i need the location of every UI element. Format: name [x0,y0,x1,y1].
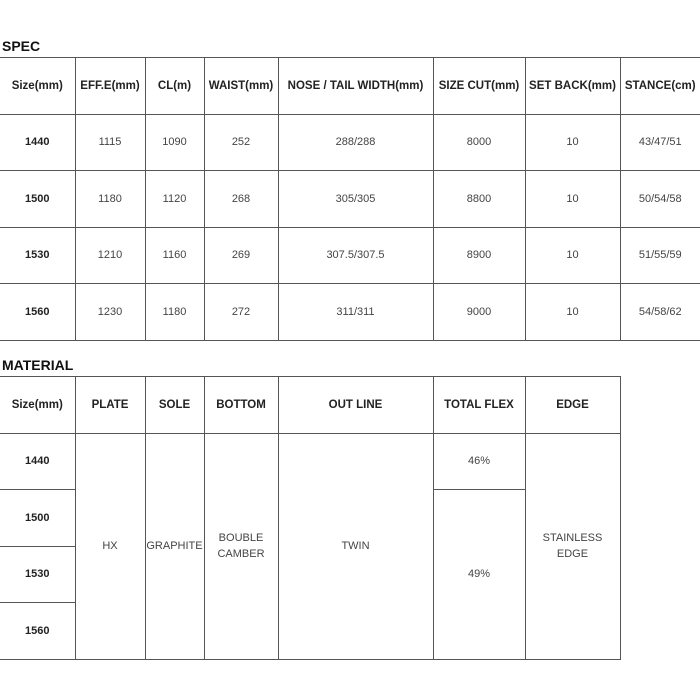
material-header-row [0,377,620,434]
edge-line-1: STAINLESS [542,532,603,544]
edge-line-2: EDGE [556,548,589,560]
spec-cell-effective-edge: 1180 [75,171,145,228]
material-header-edge: EDGE [525,377,620,434]
spec-cell-waist: 252 [204,114,278,171]
material-header-plate: PLATE [75,377,145,434]
material-cell-bottom [204,433,278,659]
spec-cell-stance: 54/58/62 [620,284,700,341]
spec-cell-stance: 51/55/59 [620,227,700,284]
spec-header-stance: STANCE(cm) [620,58,700,115]
spec-cell-size: 1500 [0,171,75,228]
spec-cell-waist: 268 [204,171,278,228]
spec-header-nose-tail-width: NOSE / TAIL WIDTH(mm) [278,58,433,115]
spec-cell-contact-length: 1180 [145,284,204,341]
material-header-bottom: BOTTOM [204,377,278,434]
table-row [0,433,620,490]
spec-cell-size-cut: 9000 [433,284,525,341]
material-cell-total-flex: 46% [433,433,525,490]
spec-cell-nose-tail-width: 307.5/307.5 [278,227,433,284]
table-row [0,227,700,284]
material-cell-size: 1440 [0,433,75,490]
spec-header-effective-edge: EFF.E(mm) [75,58,145,115]
spec-cell-contact-length: 1160 [145,227,204,284]
spec-header-size: Size(mm) [0,58,75,115]
spec-cell-set-back: 10 [525,171,620,228]
spec-header-size-cut: SIZE CUT(mm) [433,58,525,115]
spec-cell-effective-edge: 1210 [75,227,145,284]
spec-cell-size: 1560 [0,284,75,341]
spec-cell-size: 1530 [0,227,75,284]
spec-cell-nose-tail-width: 288/288 [278,114,433,171]
material-header-sole: SOLE [145,377,204,434]
material-header-outline: OUT LINE [278,377,433,434]
spec-header-row [0,58,700,115]
spec-header-contact-length: CL(m) [145,58,204,115]
spec-cell-contact-length: 1120 [145,171,204,228]
spec-cell-stance: 43/47/51 [620,114,700,171]
spec-cell-set-back: 10 [525,284,620,341]
material-table [0,376,621,660]
material-cell-plate: HX [75,433,145,659]
spec-cell-effective-edge: 1230 [75,284,145,341]
spec-cell-stance: 50/54/58 [620,171,700,228]
material-cell-outline: TWIN [278,433,433,659]
spec-header-set-back: SET BACK(mm) [525,58,620,115]
spec-cell-waist: 269 [204,227,278,284]
table-row [0,171,700,228]
material-header-size: Size(mm) [0,377,75,434]
material-section-title: MATERIAL [2,357,74,373]
material-cell-size: 1560 [0,603,75,660]
material-cell-total-flex: 49% [433,490,525,660]
bottom-line-1: BOUBLE [218,532,264,544]
spec-cell-waist: 272 [204,284,278,341]
spec-cell-nose-tail-width: 305/305 [278,171,433,228]
material-cell-sole: GRAPHITE [145,433,204,659]
spec-cell-size-cut: 8900 [433,227,525,284]
material-cell-size: 1530 [0,546,75,603]
bottom-line-2: CAMBER [217,548,265,560]
spec-cell-effective-edge: 1115 [75,114,145,171]
spec-section-title: SPEC [2,38,41,54]
spec-cell-size-cut: 8000 [433,114,525,171]
spec-cell-size-cut: 8800 [433,171,525,228]
spec-cell-contact-length: 1090 [145,114,204,171]
spec-cell-set-back: 10 [525,227,620,284]
material-cell-edge [525,433,620,659]
spec-cell-size: 1440 [0,114,75,171]
spec-table [0,57,700,341]
table-row [0,114,700,171]
spec-cell-set-back: 10 [525,114,620,171]
spec-cell-nose-tail-width: 311/311 [278,284,433,341]
table-row [0,284,700,341]
material-cell-size: 1500 [0,490,75,547]
spec-header-waist: WAIST(mm) [204,58,278,115]
material-header-total-flex: TOTAL FLEX [433,377,525,434]
